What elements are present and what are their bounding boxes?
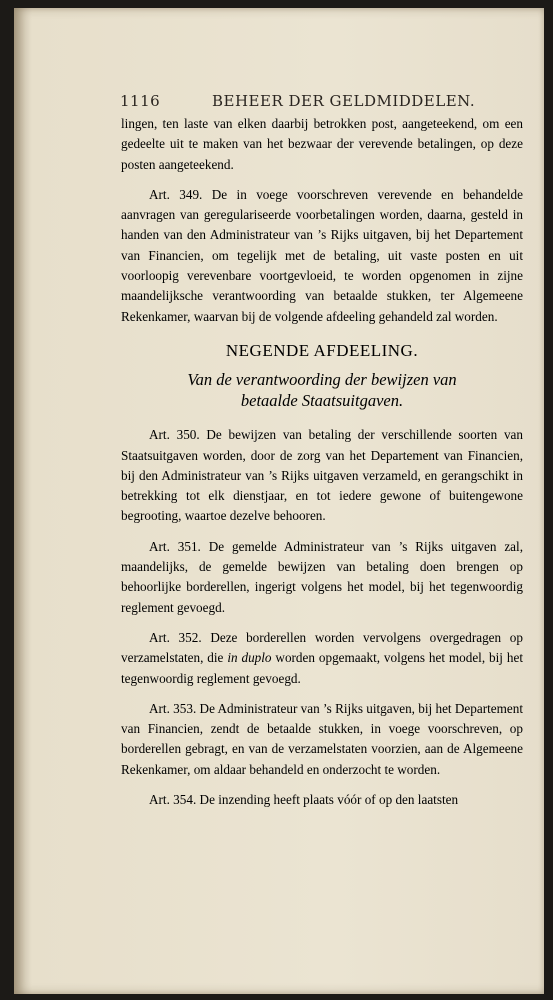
- body-text: [121, 114, 523, 820]
- article-352-text-b: worden opgemaakt, volgens het model, bij het tegenwoordig reglement gevoegd.: [121, 650, 523, 686]
- article-350: Art. 350. De bewijzen van betaling der verschillende soorten van Staatsuitgaven worden, door de zorg van het Departement van Financien, bij den Administrateur van ’s Rijks uitgaven verzameld, en gerangschikt in betrekking tot elk dienstjaar, en tot iedere gewone of buitengewone begrooting, waartoe dezelve behooren.: [121, 427, 523, 524]
- subtitle-line-1: Van de verantwoording der bewijzen van: [187, 370, 457, 390]
- section-title: NEGENDE AFDEELING.: [225, 340, 419, 360]
- article-352-emphasis: in duplo: [227, 650, 272, 666]
- section-subtitle: [121, 369, 523, 411]
- page-number: 1116: [120, 92, 161, 110]
- running-head: BEHEER DER GELDMIDDELEN.: [212, 92, 476, 110]
- paragraph-continuation: lingen, ten laste van elken daarbij betrokken post, aangeteekend, om een gedeelte uit te maken van het bezwaar der verevende betalingen, op deze posten aangeteekend.: [121, 116, 523, 172]
- subtitle-line-2: betaalde Staatsuitgaven.: [240, 391, 404, 411]
- article-349: Art. 349. De in voege voorschreven verevende en behandelde aanvragen van geregulariseerde voorbetalingen worden, daarna, gesteld in handen van den Administrateur van ’s Rijks uitgaven, bij het Departement van Financien, om tegelijk met de betaling, uit vaste posten en uit voorloopig verevenbare voortgevloeid, te worden opgenomen in zijne maandelijksche verantwoording van betaalde stukken, ter Algemeene Rekenkamer, waarvan bij de volgende afdeeling gehandeld zal worden.: [121, 186, 523, 324]
- article-352: [121, 628, 523, 689]
- article-352-text-a: Art. 352. Deze borderellen worden vervolgens overgedragen op verzamelstaten, die: [121, 629, 523, 666]
- page-header: [120, 92, 540, 114]
- article-354: Art. 354. De inzending heeft plaats vóór of op den laatsten: [149, 792, 459, 808]
- article-351: Art. 351. De gemelde Administrateur van ’s Rijks uitgaven zal, maandelijks, de gemelde bewijzen van betaling doen brengen op behoorlijke borderellen, ingerigt volgens het model, bij het tegenwoordig reglement gevoegd.: [121, 538, 523, 615]
- article-353: Art. 353. De Administrateur van ’s Rijks uitgaven, bij het Departement van Financien, zendt de betaalde stukken, in voege voorschreven, op borderellen gebragt, en van de verzamelstaten voorzien, aan de Algemeene Rekenkamer, om aldaar behandeld en onderzocht te worden.: [121, 700, 523, 777]
